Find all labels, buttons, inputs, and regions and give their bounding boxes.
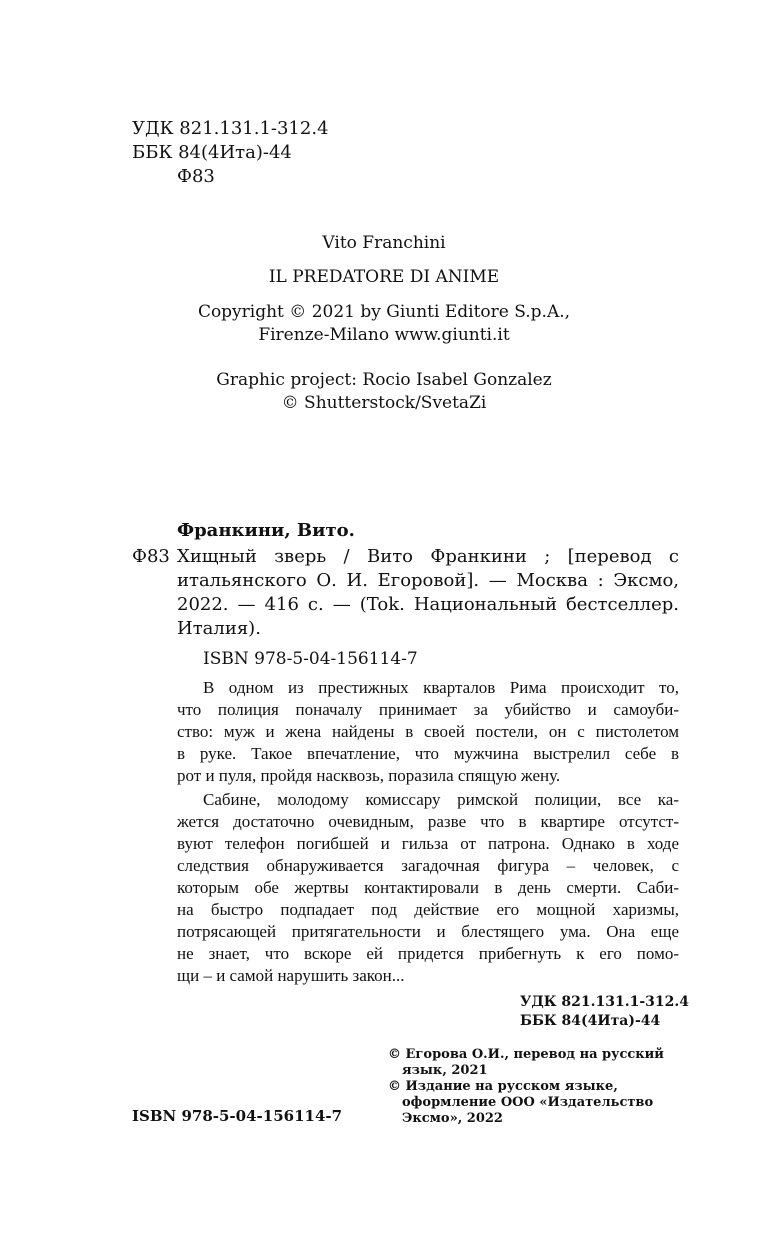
original-copyright-line-2: Firenze-Milano www.giunti.it [258, 325, 510, 345]
annotation-line: Сабине, молодому комиссару римской полиции, все ка- [203, 790, 679, 809]
original-copyright-line-1: Copyright © 2021 by Giunti Editore S.p.A., [197, 302, 571, 322]
annotation-line: следствия обнаруживается загадочная фигура – человек, с [177, 856, 679, 875]
graphic-credit-line-2: © Shutterstock/SvetaZi [281, 393, 487, 413]
annotation-line: которым обе жертвы контактировали в день смерти. Саби- [177, 878, 679, 897]
original-author: Vito Franchini [322, 233, 446, 253]
edition-copyright-line-3: Эксмо», 2022 [402, 1111, 503, 1126]
bbk-code-bottom: ББК 84(4Ита)-44 [520, 1013, 661, 1029]
bibliographic-line-3: 2022. — 416 с. — (Tok. Национальный бестселлер. [177, 594, 679, 615]
annotation-line: рот и пуля, пройдя насквозь, поразила спящую жену. [177, 766, 561, 785]
annotation-line: что полиция поначалу принимает за убийство и самоуби- [177, 700, 679, 719]
bibliographic-mark: Ф83 [132, 546, 170, 567]
annotation-line: в руке. Такое впечатление, что мужчина выстрелил себе в [177, 744, 679, 763]
edition-copyright-line-1: © Издание на русском языке, [388, 1079, 618, 1094]
original-title: IL PREDATORE DI ANIME [268, 267, 500, 287]
annotation-line: на быстро подпадает под действие его мощной харизмы, [177, 900, 679, 919]
translation-copyright-line-1: © Егорова О.И., перевод на русский [388, 1047, 664, 1062]
bibliographic-line-1: Хищный зверь / Вито Франкини ; [перевод с [177, 546, 679, 567]
annotation-line: щи – и самой нарушить закон... [177, 966, 405, 985]
udk-code: УДК 821.131.1-312.4 [132, 118, 329, 139]
translation-copyright-line-2: язык, 2021 [402, 1063, 488, 1078]
annotation-line: ство: муж и жена найдены в своей постели, он с пистолетом [177, 722, 679, 741]
annotation-line: вуют телефон погибшей и гильза от патрона. Однако в ходе [177, 834, 679, 853]
bibliographic-line-2: итальянского О. И. Егоровой]. — Москва : Эксмо, [177, 570, 679, 591]
edition-copyright-line-2: оформление ООО «Издательство [402, 1095, 654, 1110]
bibliographic-isbn: ISBN 978-5-04-156114-7 [203, 649, 418, 669]
author-mark: Ф83 [177, 166, 215, 187]
graphic-credit-line-1: Graphic project: Rocio Isabel Gonzalez [216, 370, 552, 390]
bibliographic-heading: Франкини, Вито. [177, 520, 355, 541]
udk-code-bottom: УДК 821.131.1-312.4 [520, 994, 690, 1010]
annotation-line: потрясающей притягательности и блестящего ума. Она еще [177, 922, 679, 941]
annotation-line: жется достаточно очевидным, разве что в квартире отсутст- [177, 812, 679, 831]
footer-isbn: ISBN 978-5-04-156114-7 [132, 1107, 343, 1125]
annotation-line: не знает, что вскоре ей придется прибегнуть к его помо- [177, 944, 679, 963]
bbk-code: ББК 84(4Ита)-44 [132, 142, 292, 163]
annotation-line: В одном из престижных кварталов Рима происходит то, [203, 678, 679, 697]
bibliographic-line-4: Италия). [177, 618, 261, 639]
